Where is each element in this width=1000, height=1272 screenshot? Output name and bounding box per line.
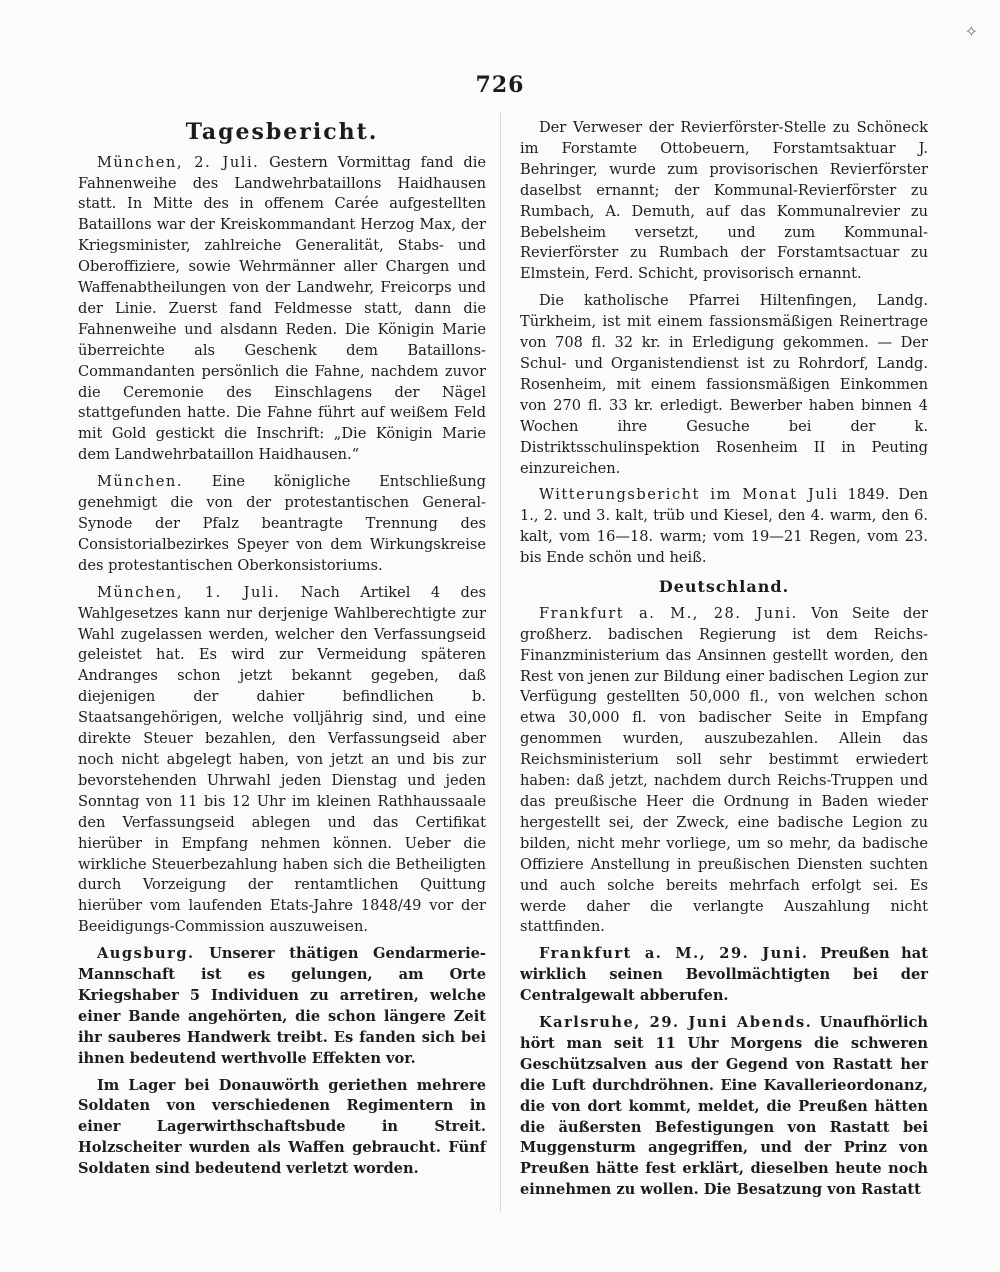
section-heading-deutschland: Deutschland. xyxy=(658,577,790,597)
article-pfarrei-hiltenfingen xyxy=(520,291,928,479)
article-lead: Augsburg. xyxy=(96,945,195,963)
page-number: 726 xyxy=(475,72,525,98)
article-text: Im Lager bei Donauwörth geriethen mehrere Soldaten von verschiedenen Regimentern in einer Lagerwirthschaftsbude in Streit. Holzscheiter wurden als Waffen gebraucht. Fünf Soldaten sind bedeutend verletzt worden. xyxy=(78,1076,486,1178)
article-text: Von Seite der großherz. badischen Regierung ist dem Reichs-Finanzministerium das Ansinnen gestellt worden, den Rest von jenen zur Bildung einer badischen Legion zur Verfügung gestellten 50,000 fl., von welchen schon etwa 30,000 fl. von badischer Seite in Empfang genommen wurden, auszubezahlen. Allein das Reichsministerium soll sehr bestimmt erwiedert haben: daß jetzt, nachdem durch Reichs-Truppen und das preußische Heer die Ordnung in Baden wieder hergestellt sei, der Zweck, eine badische Legion zu bilden, nicht mehr vorliege, um so mehr, da badische Offiziere Anstellung in preußischen Diensten suchten und auch solche bereits mehrfach erfolgt sei. Es werde daher die verlangte Auszahlung nicht stattfinden. xyxy=(520,604,928,936)
article-muenchen-fahnenweihe xyxy=(78,153,486,467)
article-text: Die katholische Pfarrei Hiltenfingen, Landg. Türkheim, ist mit einem fassionsmäßigen Reinertrage von 708 fl. 32 kr. in Erledigung gekommen. — Der Schul- und Organistendienst ist zu Rohrdorf, Landg. Rosenheim, mit einem fassionsmäßigen Einkommen von 270 fl. 33 kr. erledigt. Bewerber haben binnen 4 Wochen ihre Gesuche bei der k. Distriktsschulinspektion Rosenheim II in Peuting einzureichen. xyxy=(520,292,928,477)
article-text: Nach Artikel 4 des Wahlgesetzes kann nur derjenige Wahlberechtigte zur Wahl zugelassen werden, welcher den Verfassungseid geleistet hat. Es wird zur Vermeidung späteren Andranges schon jetzt bekannt gegeben, daß diejenigen der dahier befindlichen b. Staatsangehörigen, welche volljährig sind, und eine direkte Steuer bezahlen, den Verfassungseid aber noch nicht abgelegt haben, von jetzt an und bis zur bevorstehenden Uhrwahl jeden Dienstag und jeden Sonntag von 11 bis 12 Uhr im kleinen Rathhaussaale den Verfassungseid ablegen und das Certifikat hierüber in Empfang nehmen können. Ueber die wirkliche Steuerbezahlung haben sich die Betheiligten durch Vorzeigung der rentamtlichen Quittung hierüber vom laufenden Etats-Jahre 1848/49 vor der Beeidigungs-Commission auszuweisen. xyxy=(78,583,486,936)
article-karlsruhe xyxy=(520,1013,928,1201)
article-revierfoerster xyxy=(520,118,928,285)
article-witterungsbericht xyxy=(520,485,928,569)
right-column xyxy=(520,118,928,1207)
column-divider xyxy=(500,112,501,1212)
left-column xyxy=(78,118,486,1186)
article-lead: Witterungsbericht im Monat Juli xyxy=(538,486,839,504)
article-text: Gestern Vormittag fand die Fahnenweihe des Landwehrbataillons Haidhausen statt. In Mitte des in offenem Carée aufgestellten Bataillons war der Kreiskommandant Herzog Max, der Kriegsminister, zahlreiche Generalität, Stabs- und Oberoffiziere, sowie Wehrmänner aller Chargen und Waffenabtheilungen von der Landwehr, Freicorps und der Linie. Zuerst fand Feldmesse statt, dann die Fahnenweihe und alsdann Reden. Die Königin Marie überreichte als Geschenk dem Bataillons-Commandanten persönlich die Fahne, nachdem zuvor die Ceremonie des Einschlagens der Nägel stattgefunden hatte. Die Fahne führt auf weißem Feld mit Gold gestickt die Inschrift: „Die Königin Marie dem Landwehrbataillon Haidhausen.“ xyxy=(78,153,486,464)
article-text: Der Verweser der Revierförster-Stelle zu Schöneck im Forstamte Ottobeuern, Forstamtsaktuar J. Behringer, wurde zum provisorischen Revierförster daselbst ernannt; der Kommunal-Revierförster zu Rumbach, A. Demuth, auf das Kommunalrevier zu Bebelsheim versetzt, und zum Kommunal-Revierförster zu Rumbach der Forstamtsactuar zu Elmstein, Ferd. Schicht, provisorisch ernannt. xyxy=(520,119,928,283)
article-frankfurt-28-juni xyxy=(520,604,928,939)
article-lead: Frankfurt a. M., 29. Juni. xyxy=(538,945,809,963)
article-lead: München. xyxy=(96,473,183,491)
article-text: Eine königliche Entschließung genehmigt die von der protestantischen General-Synode der Pfalz beantragte Trennung des Consistorialbezirkes Speyer von dem Wirkungskreise des protestantischen Oberkonsistoriums. xyxy=(78,473,486,574)
article-text: Preußen hat wirklich seinen Bevollmächtigten bei der Centralgewalt abberufen. xyxy=(520,945,928,1005)
section-heading-tagesbericht: Tagesbericht. xyxy=(185,119,379,145)
article-lead: München, 2. Juli. xyxy=(96,153,260,171)
article-augsburg xyxy=(78,944,486,1069)
corner-mark: ✧ xyxy=(964,22,978,41)
article-text: 1849. Den 1., 2. und 3. kalt, trüb und Kiesel, den 4. warm, den 6. kalt, vom 16—18. warm; vom 19—21 Regen, vom 23. bis Ende schön und heiß. xyxy=(520,486,928,567)
article-lead: München, 1. Juli. xyxy=(96,583,281,601)
article-lead: Karlsruhe, 29. Juni Abends. xyxy=(538,1014,813,1032)
article-frankfurt-29-juni xyxy=(520,944,928,1007)
article-text: Unaufhörlich hört man seit 11 Uhr Morgens die schweren Geschützsalven aus der Gegend von Rastatt her die Luft durchdröhnen. Eine Kavallerieordonanz, die von dort kommt, meldet, die Preußen hätten die äußersten Befestigungen von Rastatt bei Muggensturm angegriffen, und der Prinz von Preußen hätte fest erklärt, dieselben heute noch einnehmen zu wollen. Die Besatzung von Rastatt xyxy=(520,1014,928,1199)
article-lead: Frankfurt a. M., 28. Juni. xyxy=(538,604,798,622)
article-text: Unserer thätigen Gendarmerie-Mannschaft ist es gelungen, am Orte Kriegshaber 5 Individuen zu arretiren, welche einer Bande angehörten, die schon längere Zeit ihr sauberes Handwerk treibt. Es fanden sich bei ihnen bedeutend werthvolle Effekten vor. xyxy=(78,945,486,1067)
article-muenchen-consistorium xyxy=(78,472,486,577)
article-muenchen-wahlgesetz xyxy=(78,583,486,938)
article-donauwoerth xyxy=(78,1076,486,1181)
